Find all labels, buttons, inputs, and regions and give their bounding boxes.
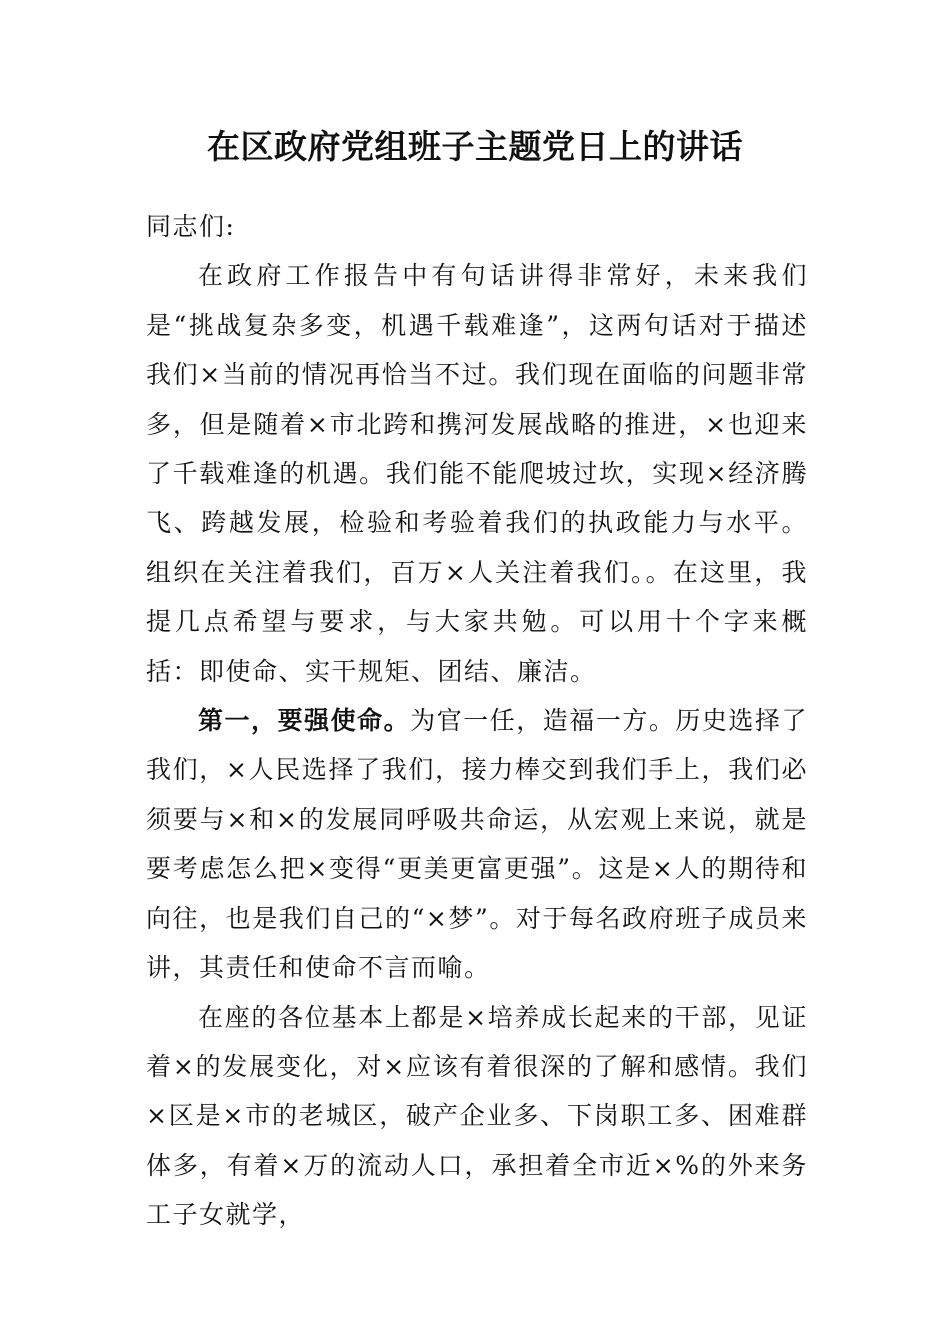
paragraph-2 (146, 696, 808, 992)
paragraph-text: 为官一任，造福一方。历史选择了我们，×人民选择了我们，接力棒交到我们手上，我们必须要与×和×的发展同呼吸共命运，从宏观上来说，就是要考虑怎么把×变得“更美更富更强”。这是×人的期待和向往，也是我们自己的“×梦”。对于每名政府班子成员来讲，其责任和使命不言而喻。 (146, 706, 808, 983)
paragraph-1 (146, 251, 808, 696)
paragraph-text: 在政府工作报告中有句话讲得非常好，未来我们是“挑战复杂多变，机遇千载难逢”，这两句话对于描述我们×当前的情况再恰当不过。我们现在面临的问题非常多，但是随着×市北跨和携河发展战略的推进，×也迎来了千载难逢的机遇。我们能不能爬坡过坎，实现×经济腾飞、跨越发展，检验和考验着我们的执政能力与水平。组织在关注着我们，百万×人关注着我们。。在这里，我提几点希望与要求，与大家共勉。可以用十个字来概括：即使命、实干规矩、团结、廉洁。 (146, 261, 808, 686)
paragraph-3 (146, 993, 808, 1240)
document-title: 在区政府党组班子主题党日上的讲话 (207, 127, 743, 166)
paragraph-lead: 第一，要强使命。 (198, 706, 411, 736)
salutation: 同志们: (146, 212, 236, 241)
document-body (146, 202, 808, 1240)
paragraph-text: 在座的各位基本上都是×培养成长起来的干部，见证着×的发展变化，对×应该有着很深的了解和感情。我们×区是×市的老城区，破产企业多、下岗职工多、困难群体多，有着×万的流动人口，承担着全市近×%的外来务工子女就学， (146, 1002, 808, 1230)
